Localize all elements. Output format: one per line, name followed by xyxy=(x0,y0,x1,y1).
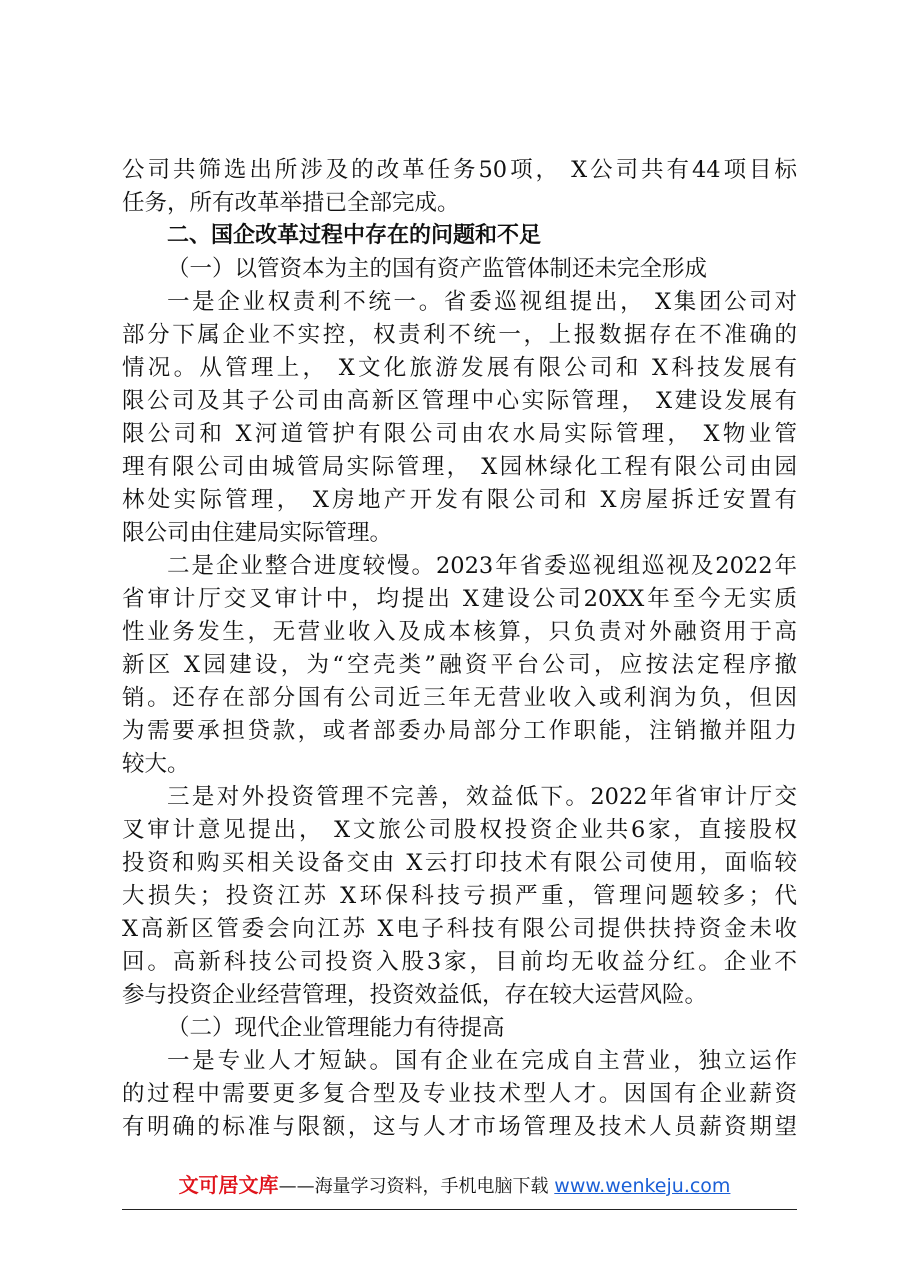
paragraph-line: 部分下属企业不实控，权责利不统一，上报数据存在不准确的 xyxy=(122,322,797,348)
footer-text: 海量学习资料，手机电脑下载 xyxy=(314,1176,549,1197)
paragraph-line: 省审计厅交叉审计中，均提出 X建设公司20XX年至今无实质 xyxy=(122,586,797,612)
paragraph-line: 理有限公司由城管局实际管理， X园林绿化工程有限公司由园 xyxy=(122,454,797,480)
subsection-heading: （一）以管资本为主的国有资产监管体制还未完全形成 xyxy=(167,256,708,282)
paragraph-line: 二是企业整合进度较慢。2023年省委巡视组巡视及2022年 xyxy=(167,553,797,579)
paragraph-line: 情况。从管理上， X文化旅游发展有限公司和 X科技发展有 xyxy=(122,355,797,381)
paragraph-line: 三是对外投资管理不完善，效益低下。2022年省审计厅交 xyxy=(167,784,797,810)
footer-divider xyxy=(122,1209,797,1210)
paragraph-line: 一是企业权责利不统一。省委巡视组提出， X集团公司对 xyxy=(167,289,797,315)
paragraph-line: 限公司及其子公司由高新区管理中心实际管理， X建设发展有 xyxy=(122,388,797,414)
paragraph-line: 一是专业人才短缺。国有企业在完成自主营业，独立运作 xyxy=(167,1048,797,1074)
footer-brand: 文可居文库 xyxy=(178,1173,279,1197)
paragraph-line: 性业务发生，无营业收入及成本核算，只负责对外融资用于高 xyxy=(122,619,797,645)
paragraph-line: 投资和购买相关设备交由 X云打印技术有限公司使用，面临较 xyxy=(122,850,797,876)
paragraph-line: 销。还存在部分国有公司近三年无营业收入或利润为负，但因 xyxy=(122,685,797,711)
paragraph-line: 有明确的标准与限额，这与人才市场管理及技术人员薪资期望 xyxy=(122,1114,797,1140)
paragraph-line: 参与投资企业经营管理，投资效益低，存在较大运营风险。 xyxy=(122,982,708,1008)
paragraph-line: 为需要承担贷款，或者部委办局部分工作职能，注销撤并阻力 xyxy=(122,718,797,744)
subsection-heading: （二）现代企业管理能力有待提高 xyxy=(167,1015,505,1041)
paragraph-line: X高新区管委会向江苏 X电子科技有限公司提供扶持资金未收 xyxy=(122,916,797,942)
paragraph-line: 新区 X园建设，为“空壳类”融资平台公司，应按法定程序撤 xyxy=(122,652,797,678)
paragraph-line: 叉审计意见提出， X文旅公司股权投资企业共6家，直接股权 xyxy=(122,817,797,843)
paragraph-line: 限公司和 X河道管护有限公司由农水局实际管理， X物业管 xyxy=(122,421,797,447)
paragraph-line: 回。高新科技公司投资入股3家，目前均无收益分红。企业不 xyxy=(122,949,797,975)
paragraph-line: 公司共筛选出所涉及的改革任务50项， X公司共有44项目标 xyxy=(122,157,797,183)
section-heading: 二、国企改革过程中存在的问题和不足 xyxy=(167,223,542,248)
paragraph-line: 大损失；投资江苏 X环保科技亏损严重，管理问题较多；代 xyxy=(122,883,797,909)
paragraph-line: 的过程中需要更多复合型及专业技术型人才。因国有企业薪资 xyxy=(122,1081,797,1107)
paragraph-line: 较大。 xyxy=(122,751,190,777)
paragraph-line: 限公司由住建局实际管理。 xyxy=(122,520,393,546)
page-footer xyxy=(0,1170,909,1200)
footer-link[interactable]: www.wenkeju.com xyxy=(554,1175,731,1197)
paragraph-line: 任务，所有改革举措已全部完成。 xyxy=(122,190,460,216)
paragraph-line: 林处实际管理， X房地产开发有限公司和 X房屋拆迁安置有 xyxy=(122,487,797,513)
footer-dash: —— xyxy=(278,1176,315,1197)
